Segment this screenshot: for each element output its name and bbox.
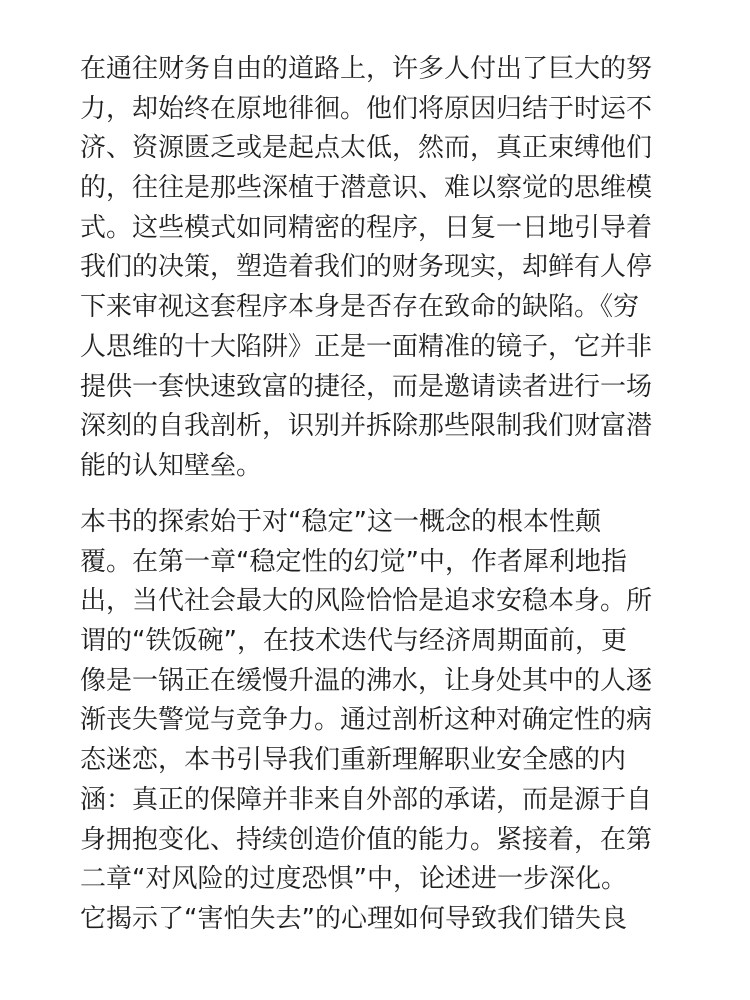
text-line: 本书的探索始于对“稳定”这一概念的根本性颠 [80, 507, 601, 537]
text-line: 在通往财务自由的道路上，许多人付出了巨大的努 [80, 54, 653, 84]
text-line: 出，当代社会最大的风险恰恰是追求安稳本身。所 [80, 586, 653, 617]
text-line: 态迷恋，本书引导我们重新理解职业安全感的内 [80, 745, 627, 776]
text-line: 涵：真正的保障并非来自外部的承诺，而是源于自 [80, 784, 653, 815]
text-line: 渐丧失警觉与竞争力。通过剖析这种对确定性的病 [80, 705, 653, 736]
text-line: 提供一套快速致富的捷径，而是邀请读者进行一场 [80, 371, 653, 402]
text-line: 像是一锅正在缓慢升温的沸水，让身处其中的人逐 [80, 665, 653, 696]
text-line: 济、资源匮乏或是起点太低，然而，真正束缚他们 [80, 133, 653, 164]
text-line: 人思维的十大陷阱》正是一面精准的镜子，它并非 [80, 331, 653, 362]
text-line: 下来审视这套程序本身是否存在致命的缺陷。《穷 [80, 292, 640, 323]
text-line: 谓的“铁饭碗”，在技术迭代与经济周期面前，更 [80, 626, 627, 657]
text-line: 能的认知壁垒。 [80, 450, 263, 481]
text-line: 式。这些模式如同精密的程序，日复一日地引导着 [80, 212, 653, 243]
text-line: 深刻的自我剖析，识别并拆除那些限制我们财富潜 [80, 411, 653, 442]
paragraph-2 [80, 503, 670, 940]
text-line: 它揭示了“害怕失去”的心理如何导致我们错失良 [80, 903, 627, 934]
text-line: 的，往往是那些深植于潜意识、难以察觉的思维模 [80, 173, 653, 204]
text-line: 二章“对风险的过度恐惧”中，论述进一步深化。 [80, 864, 627, 895]
text-line: 覆。在第一章“稳定性的幻觉”中，作者犀利地指 [80, 546, 627, 577]
text-line: 力，却始终在原地徘徊。他们将原因归结于时运不 [80, 93, 653, 124]
paragraph-1 [80, 50, 670, 487]
text-line: 我们的决策，塑造着我们的财务现实，却鲜有人停 [80, 252, 653, 283]
text-line: 身拥抱变化、持续创造价值的能力。紧接着，在第 [80, 824, 653, 855]
